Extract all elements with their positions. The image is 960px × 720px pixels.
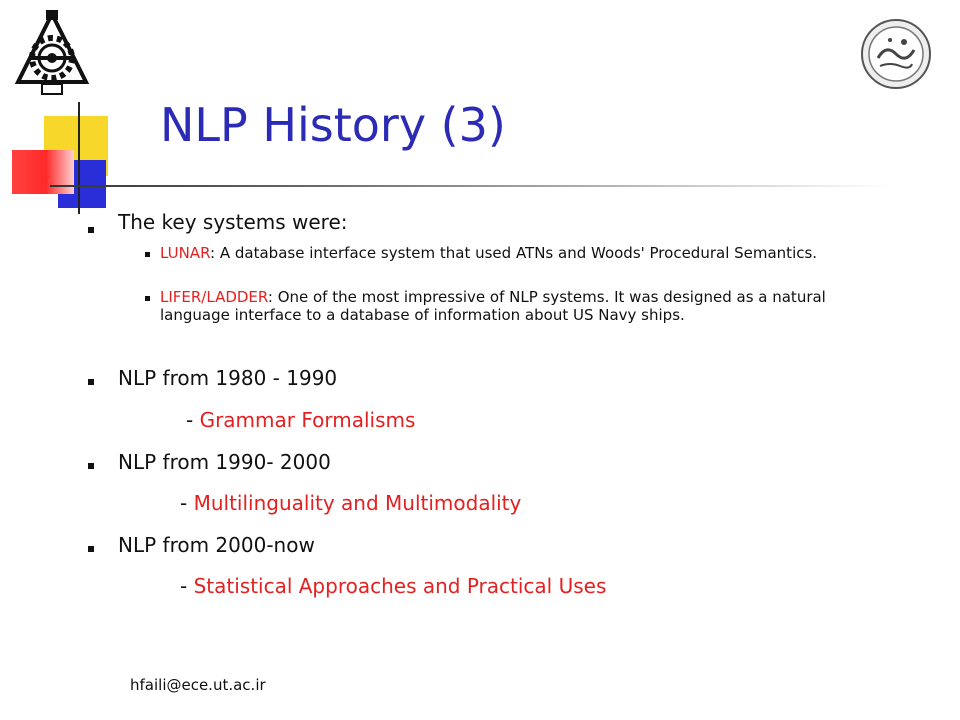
footer-email: hfaili@ece.ut.ac.ir [130,676,266,694]
bullet-nlp-2000-now: NLP from 2000-now [118,533,315,557]
bullet-marker [88,546,94,552]
subtopic-multilinguality [180,491,521,515]
subtopic-dash: - [180,574,194,598]
gear-emblem-icon [12,8,92,96]
subtopic-dash: - [186,408,200,432]
subtopic-grammar-formalisms [186,408,415,432]
sub-bullet-lunar [160,244,860,262]
term-lifer-ladder: LIFER/LADDER [160,288,268,306]
bullet-nlp-1990-2000: NLP from 1990- 2000 [118,450,331,474]
bullet-marker [88,463,94,469]
decor-red-square [12,150,74,194]
subtopic-dash: - [180,491,194,515]
bullet-marker [88,379,94,385]
subtopic-text: Multilinguality and Multimodality [193,491,522,515]
decor-horizontal-rule [50,185,890,187]
subtopic-text: Statistical Approaches and Practical Uses [193,574,607,598]
bullet-marker [88,227,94,233]
slide-title: NLP History (3) [160,98,506,152]
sub-bullet-marker [145,252,150,257]
term-lunar: LUNAR [160,244,211,262]
bullet-nlp-1980-1990: NLP from 1980 - 1990 [118,366,338,390]
decor-vertical-line [78,102,80,214]
subtopic-text: Grammar Formalisms [199,408,416,432]
lunar-description: : A database interface system that used ATNs and Woods' Procedural Semantics. [210,244,818,262]
university-seal-icon [860,18,932,90]
lifer-ladder-description: : One of the most impressive of NLP systems. It was designed as a natural language interface to a database of information about US Navy ships. [160,288,826,324]
bullet-key-systems: The key systems were: [118,210,348,234]
sub-bullet-marker [145,296,150,301]
subtopic-statistical-approaches [180,574,606,598]
sub-bullet-lifer-ladder [160,288,860,324]
